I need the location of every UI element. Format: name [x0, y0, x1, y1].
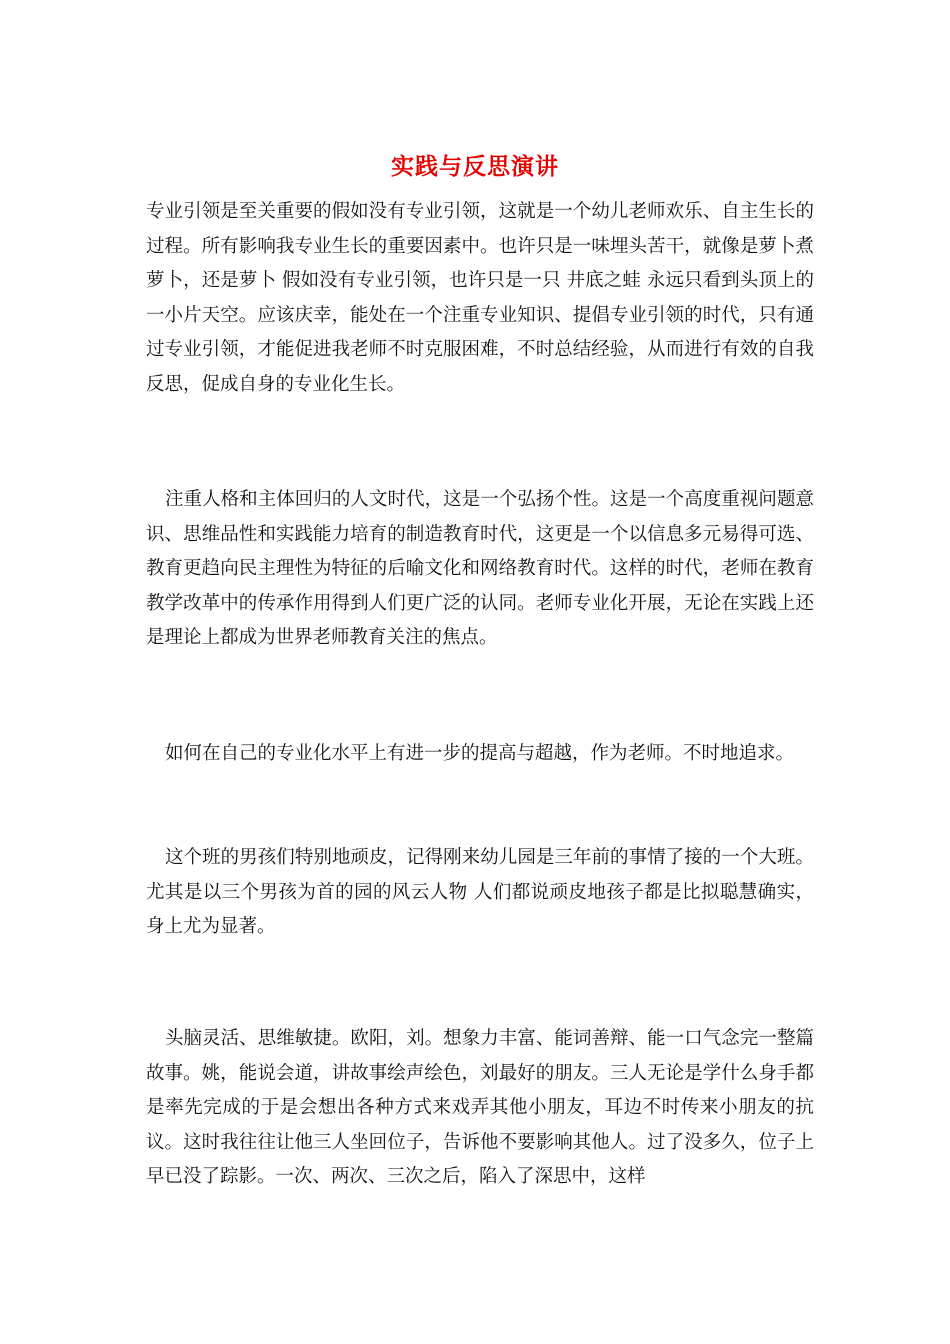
paragraph-3: 如何在自己的专业化水平上有进一步的提高与超越，作为老师。不时地追求。 [165, 743, 795, 764]
paragraph-2: 注重人格和主体回归的人文时代，这是一个弘扬个性。这是一个高度重视问题意识、思维品性和实践能力培育的制造教育时代，这更是一个以信息多元易得可选、教育更趋向民主理性为特征的后喻文化和网络教育时代。这样的时代，老师在教育教学改革中的传承作用得到人们更广泛的认同。老师专业化开展，无论在实践上还是理论上都成为世界老师教育关注的焦点。 [146, 489, 814, 648]
paragraph-5: 头脑灵活、思维敏捷。欧阳，刘。想象力丰富、能词善辩、能一口气念完一整篇故事。姚，能说会道，讲故事绘声绘色，刘最好的朋友。三人无论是学什么身手都是率先完成的于是会想出各种方式来戏弄其他小朋友，耳边不时传来小朋友的抗议。这时我往往让他三人坐回位子，告诉他不要影响其他人。过了没多久，位子上早已没了踪影。一次、两次、三次之后，陷入了深思中，这样 [146, 1028, 814, 1187]
document-title: 实践与反思演讲 [391, 153, 559, 180]
paragraph-1: 专业引领是至关重要的假如没有专业引领，这就是一个幼儿老师欢乐、自主生长的过程。所有影响我专业生长的重要因素中。也许只是一味埋头苦干，就像是萝卜煮萝卜，还是萝卜 假如没有专业引领，也许只是一只 井底之蛙 永远只看到头顶上的一小片天空。应该庆幸，能处在一个注重专业知识、提倡专业引领的时代，只有通过专业引领，才能促进我老师不时克服困难，不时总结经验，从而进行有效的自我反思，促成自身的专业化生长。 [146, 201, 814, 395]
paragraph-4: 这个班的男孩们特别地顽皮，记得刚来幼儿园是三年前的事情了接的一个大班。尤其是以三个男孩为首的园的风云人物 人们都说顽皮地孩子都是比拟聪慧确实，身上尤为显著。 [146, 847, 814, 937]
